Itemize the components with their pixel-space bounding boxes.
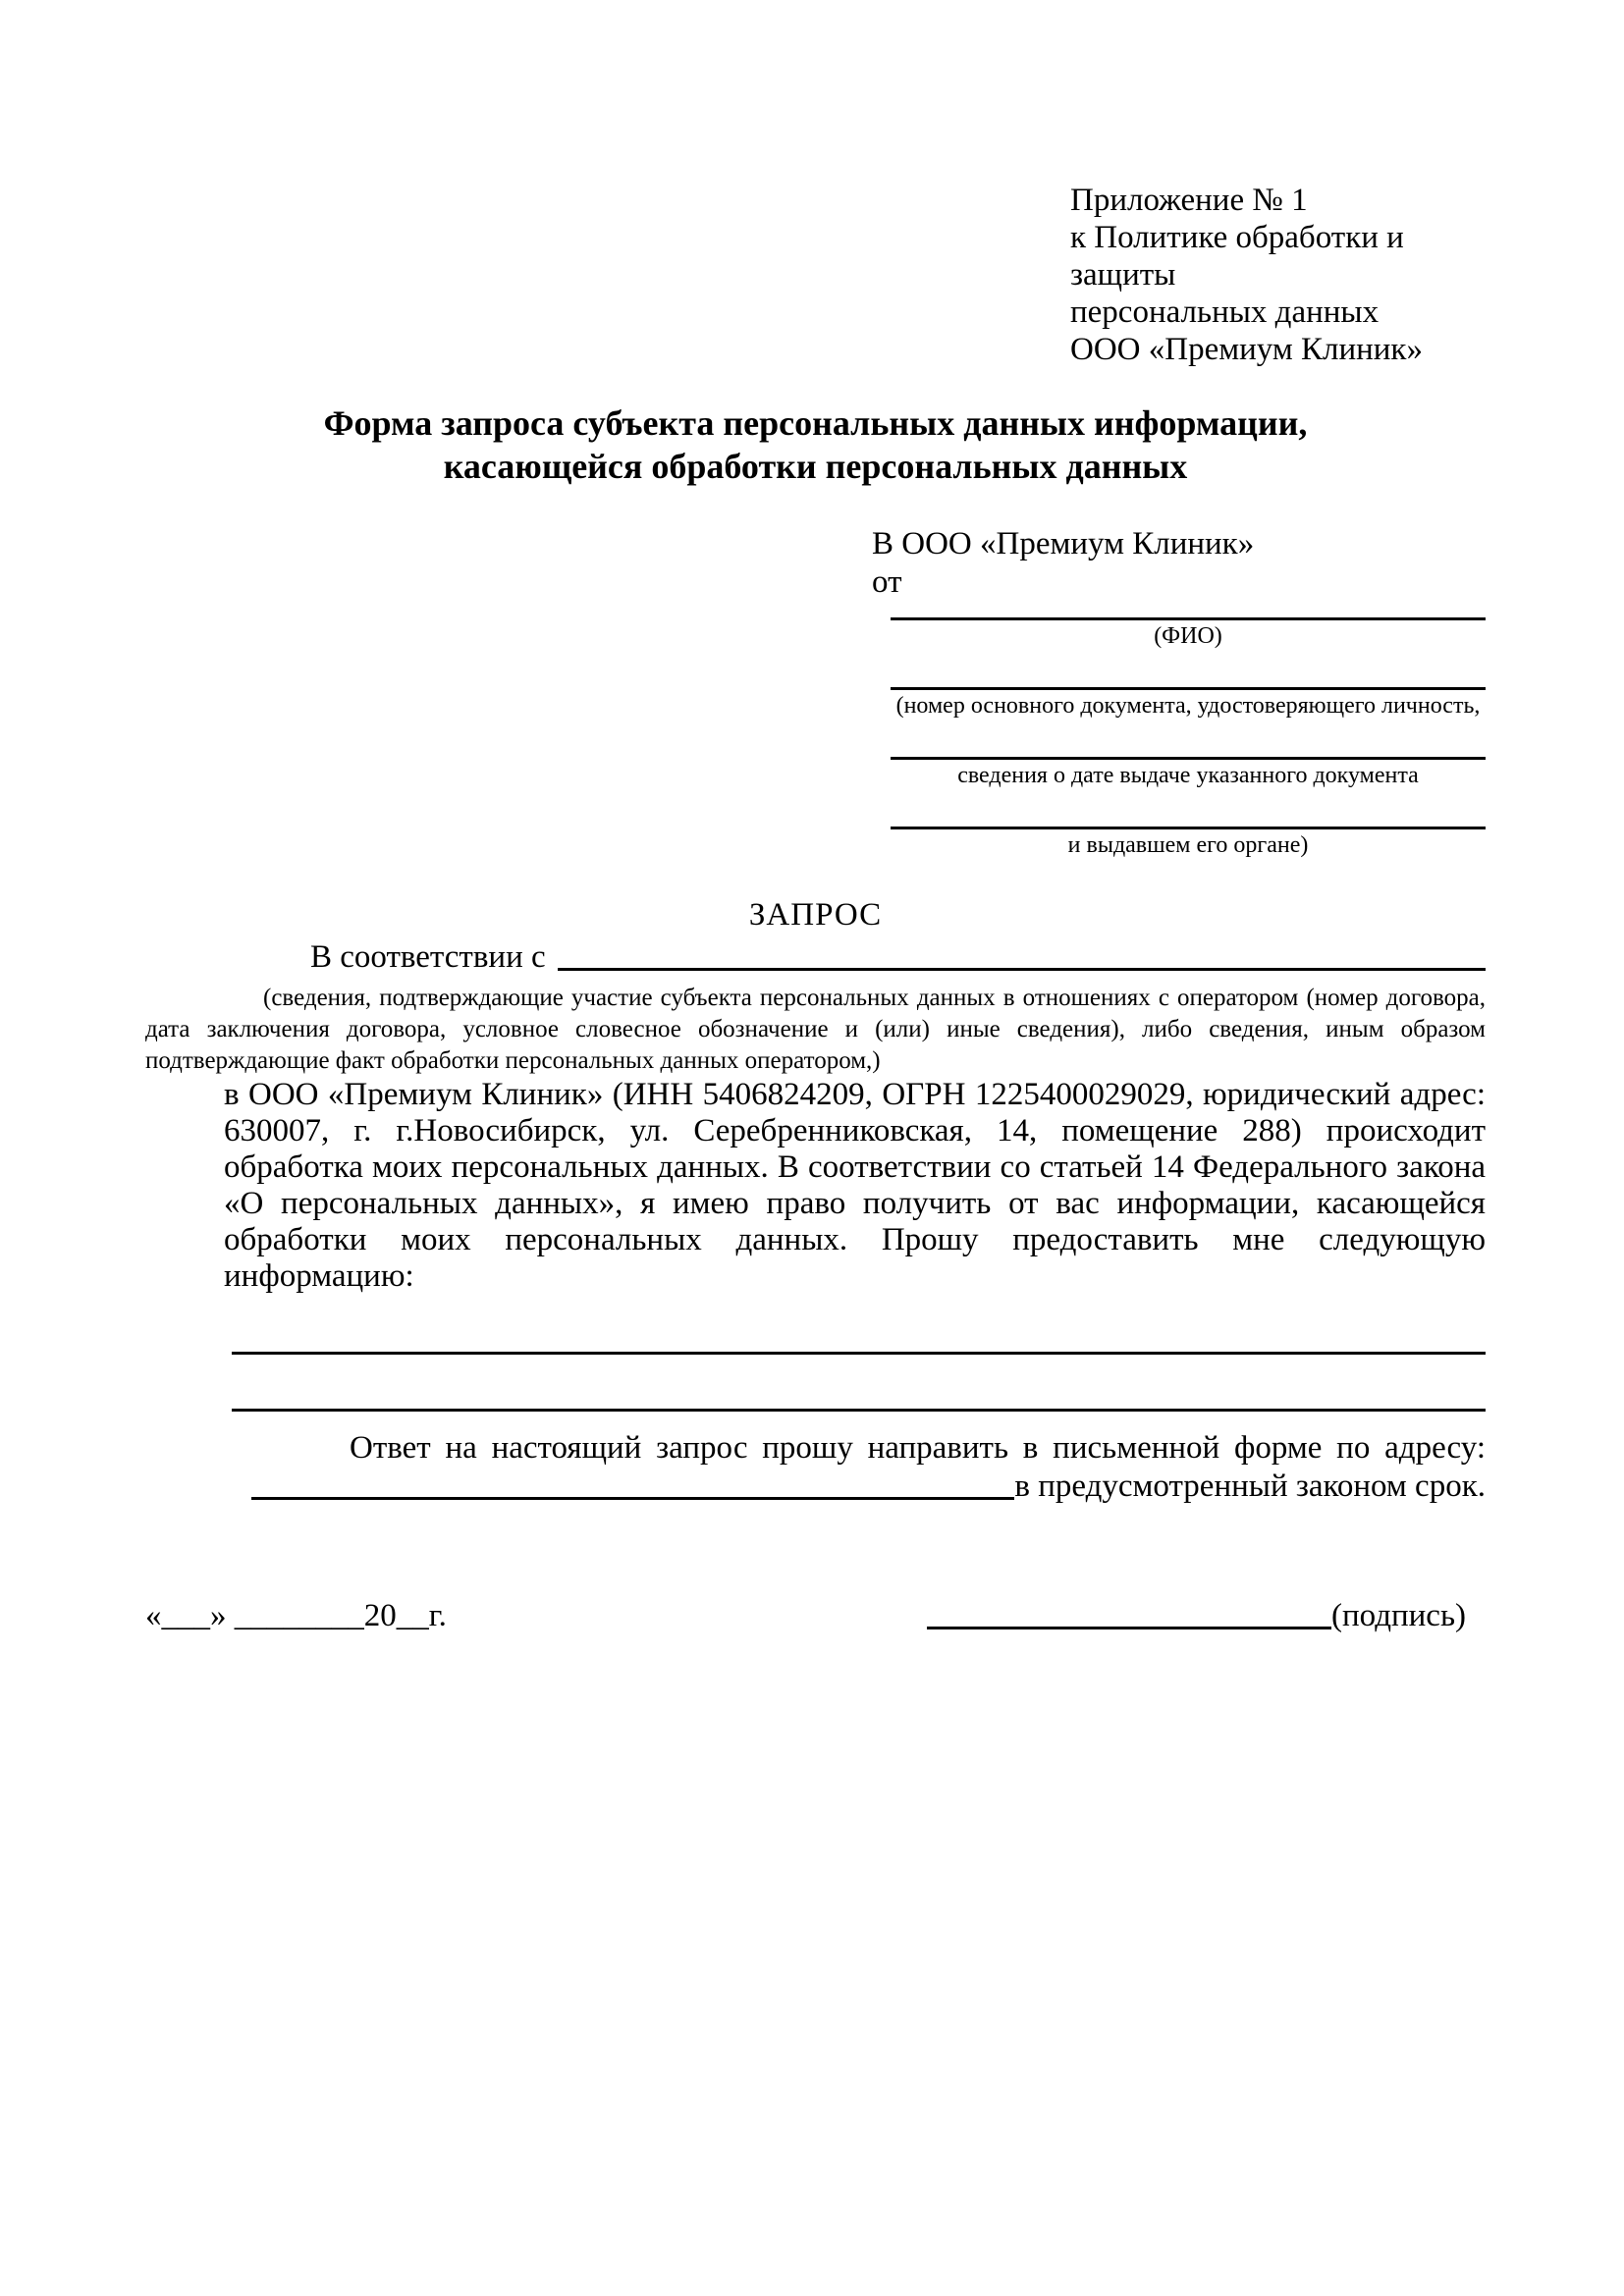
reply-address-line: Ответ на настоящий запрос прошу направить в письменной форме по адресу:	[350, 1430, 1486, 1466]
appendix-header	[1070, 182, 1486, 368]
addressee-block	[872, 525, 1486, 859]
explanatory-note: (сведения, подтверждающие участие субъекта персональных данных в отношениях с оператором (номер договора, дата заключения договора, условное словесное обозначение и (или) иные сведения), либо сведения, иным образом подтверждающие факт обработки персональных данных оператором,)	[145, 985, 1486, 1074]
reply-deadline-text: в предусмотренный законом срок.	[1014, 1468, 1486, 1504]
signature-group	[927, 1596, 1466, 1635]
request-heading: ЗАПРОС	[748, 897, 883, 933]
appendix-header-line: к Политике обработки и защиты	[1070, 220, 1404, 293]
document-number-caption: (номер основного документа, удостоверяющего личность,	[895, 693, 1481, 719]
document-date-field	[891, 757, 1486, 789]
page-title	[145, 401, 1486, 488]
fio-field	[891, 617, 1486, 650]
page-title-line1: Форма запроса субъекта персональных данных информации,	[323, 403, 1308, 443]
request-body-paragraph: в ООО «Премиум Клиник» (ИНН 5406824209, ОГРН 1225400029029, юридический адрес: 630007, г. г.Новосибирск, ул. Серебренниковская, 14, помещение 288) происходит обработка моих персональных данных. В соответствии со статьей 14 Федерального закона «О персональных данных», я имею право получить от вас информации, касающейся обработки моих персональных данных. Прошу предоставить мне следующую информацию:	[224, 1077, 1486, 1294]
addressee-to: В ООО «Премиум Клиник»	[872, 526, 1255, 561]
information-blank-line-2	[232, 1409, 1486, 1412]
issuing-authority-field	[891, 827, 1486, 859]
document-number-blank-line	[891, 687, 1486, 690]
document-date-caption: сведения о дате выдаче указанного документа	[957, 763, 1419, 788]
accordance-label: В соответствии с	[310, 939, 546, 975]
date-line: «___» ________20__г.	[145, 1598, 447, 1633]
appendix-header-line: ООО «Премиум Клиник»	[1070, 332, 1423, 367]
fio-blank-line	[891, 617, 1486, 620]
address-blank-line	[251, 1497, 1014, 1500]
page-title-line2: касающейся обработки персональных данных	[443, 447, 1188, 486]
document-number-field	[891, 687, 1486, 720]
accordance-blank-line	[558, 968, 1486, 971]
date-signature-row	[145, 1596, 1486, 1635]
appendix-header-line: персональных данных	[1070, 294, 1380, 330]
reply-deadline-line	[251, 1467, 1486, 1506]
signature-blank-line	[927, 1627, 1331, 1629]
fio-caption: (ФИО)	[1154, 623, 1222, 649]
document-date-blank-line	[891, 757, 1486, 760]
addressee-from: от	[872, 564, 902, 600]
information-blank-line-1	[232, 1352, 1486, 1355]
appendix-header-line: Приложение № 1	[1070, 183, 1308, 218]
accordance-line	[310, 937, 1486, 977]
issuing-authority-caption: и выдавшем его органе)	[1067, 832, 1309, 858]
issuing-authority-blank-line	[891, 827, 1486, 829]
signature-caption: (подпись)	[1331, 1598, 1466, 1633]
